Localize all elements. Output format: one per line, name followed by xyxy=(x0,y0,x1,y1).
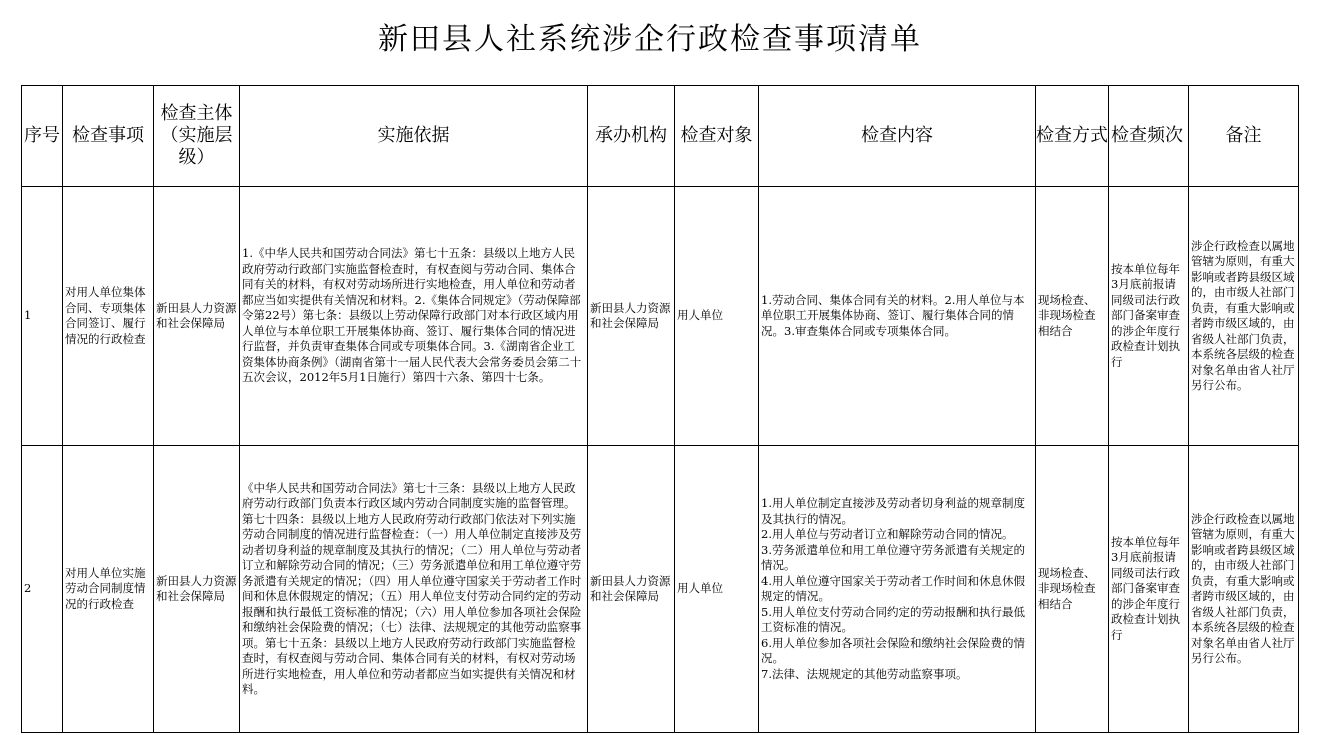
row-subject: 新田县人力资源和社会保障局 xyxy=(154,187,240,446)
row-content-text: 1.用人单位制定直接涉及劳动者切身利益的规章制度及其执行的情况。 2.用人单位与劳动者订立和解除劳动合同的情况。 3.劳务派遣单位和用工单位遵守劳务派遣有关规定的情况。 4.用人单位遵守国家关于劳动者工作时间和休息休假规定的情况。 5.用人单位支付劳动合同约定的劳动报酬和执行最低工资标准的情况。 6.用人单位参加各项社会保险和缴纳社会保险费的情况。 7.法律、法规规定的其他劳动监察事项。 xyxy=(761,496,1025,681)
row-target: 用人单位 xyxy=(675,446,759,733)
row-target: 用人单位 xyxy=(675,187,759,446)
header-subject: 检查主体（实施层级） xyxy=(154,86,240,187)
header-agency: 承办机构 xyxy=(588,86,675,187)
table-row xyxy=(22,446,1299,733)
header-remark: 备注 xyxy=(1189,86,1299,187)
row-remark: 涉企行政检查以属地管辖为原则，有重大影响或者跨县级区域的，由市级人社部门负责，有重大影响或者跨市级区域的，由省级人社部门负责，本系统各层级的检查对象名单由省人社厅另行公布。 xyxy=(1189,446,1299,733)
header-item: 检查事项 xyxy=(63,86,154,187)
table-row xyxy=(22,187,1299,446)
header-method: 检查方式 xyxy=(1036,86,1109,187)
header-row xyxy=(22,86,1299,187)
row-subject: 新田县人力资源和社会保障局 xyxy=(154,446,240,733)
row-content xyxy=(759,446,1036,733)
header-seq: 序号 xyxy=(22,86,63,187)
header-basis: 实施依据 xyxy=(240,86,588,187)
row-item: 对用人单位实施劳动合同制度情况的行政检查 xyxy=(63,446,154,733)
row-method: 现场检查、非现场检查相结合 xyxy=(1036,187,1109,446)
header-frequency: 检查频次 xyxy=(1109,86,1189,187)
row-item: 对用人单位集体合同、专项集体合同签订、履行情况的行政检查 xyxy=(63,187,154,446)
row-agency: 新田县人力资源和社会保障局 xyxy=(588,187,675,446)
header-target: 检查对象 xyxy=(675,86,759,187)
row-agency: 新田县人力资源和社会保障局 xyxy=(588,446,675,733)
header-content: 检查内容 xyxy=(759,86,1036,187)
page-title: 新田县人社系统涉企行政检查事项清单 xyxy=(378,22,922,57)
row-content: 1.劳动合同、集体合同有关的材料。2.用人单位与本单位职工开展集体协商、签订、履行集体合同的情况。3.审查集体合同或专项集体合同。 xyxy=(759,187,1036,446)
row-method: 现场检查、非现场检查相结合 xyxy=(1036,446,1109,733)
row-remark: 涉企行政检查以属地管辖为原则，有重大影响或者跨县级区域的，由市级人社部门负责，有重大影响或者跨市级区域的，由省级人社部门负责，本系统各层级的检查对象名单由省人社厅另行公布。 xyxy=(1189,187,1299,446)
inspection-table xyxy=(21,85,1299,733)
row-seq: 1 xyxy=(22,187,63,446)
row-basis: 《中华人民共和国劳动合同法》第七十三条：县级以上地方人民政府劳动行政部门负责本行政区域内劳动合同制度实施的监督管理。第七十四条：县级以上地方人民政府劳动行政部门依法对下列实施劳动合同制度的情况进行监督检查：（一）用人单位制定直接涉及劳动者切身利益的规章制度及其执行的情况；（二）用人单位与劳动者订立和解除劳动合同的情况；（三）劳务派遣单位和用工单位遵守劳务派遣有关规定的情况；（四）用人单位遵守国家关于劳动者工作时间和休息休假规定的情况；（五）用人单位支付劳动合同约定的劳动报酬和执行最低工资标准的情况；（六）用人单位参加各项社会保险和缴纳社会保险费的情况；（七）法律、法规规定的其他劳动监察事项。第七十五条：县级以上地方人民政府劳动行政部门实施监督检查时，有权查阅与劳动合同、集体合同有关的材料，有权对劳动场所进行实地检查，用人单位和劳动者都应当如实提供有关情况和材料。 xyxy=(240,446,588,733)
row-frequency: 按本单位每年3月底前报请同级司法行政部门备案审查的涉企年度行政检查计划执行 xyxy=(1109,446,1189,733)
row-seq: 2 xyxy=(22,446,63,733)
row-frequency: 按本单位每年3月底前报请同级司法行政部门备案审查的涉企年度行政检查计划执行 xyxy=(1109,187,1189,446)
row-basis: 1.《中华人民共和国劳动合同法》第七十五条：县级以上地方人民政府劳动行政部门实施监督检查时，有权查阅与劳动合同、集体合同有关的材料，有权对劳动场所进行实地检查，用人单位和劳动者都应当如实提供有关情况和材料。2.《集体合同规定》（劳动保障部令第22号）第七条：县级以上劳动保障行政部门对本行政区域内用人单位与本单位职工开展集体协商、签订、履行集体合同的情况进行监督，并负责审查集体合同或专项集体合同。3.《湖南省企业工资集体协商条例》（湖南省第十一届人民代表大会常务委员会第二十五次会议，2012年5月1日施行）第四十六条、第四十七条。 xyxy=(240,187,588,446)
